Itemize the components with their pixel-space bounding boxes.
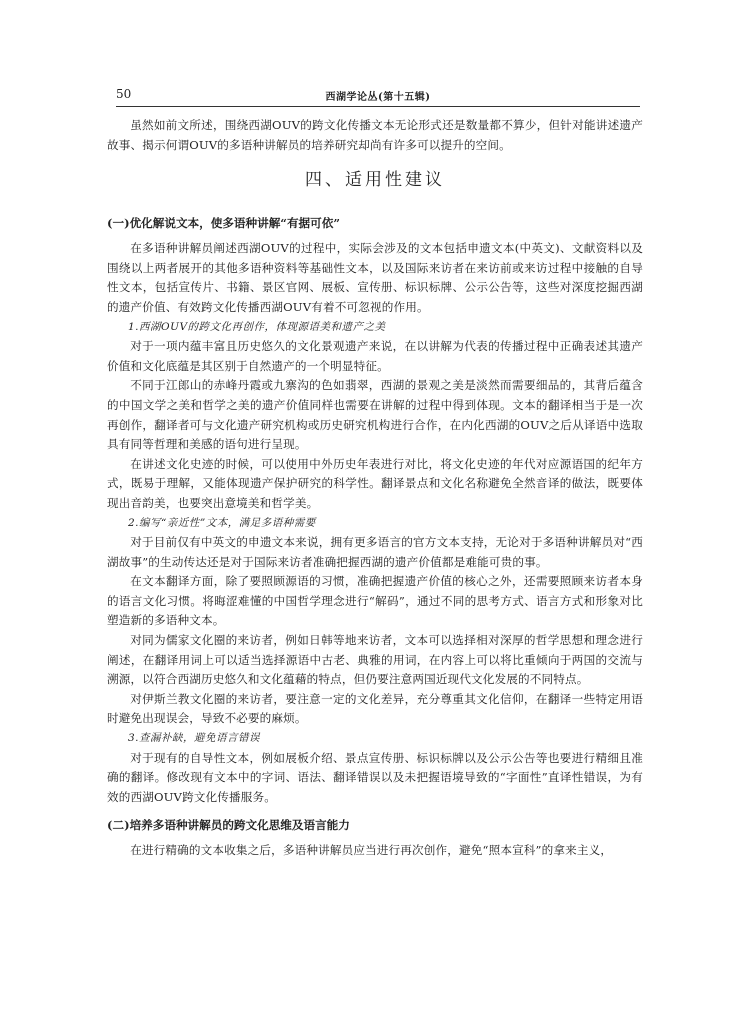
running-title: 西湖学论丛(第十五辑) [325,92,431,103]
paragraph: 在讲述文化史迹的时候，可以使用中外历史年表进行对比，将文化史迹的年代对应源语国的纪年方式，既易于理解，又能体现遗产保护研究的科学性。翻译景点和文化名称避免全然音译的做法，既要体现出音韵美，也要突出意境美和哲学美。 [107,456,643,510]
subsection-heading: (一)优化解说文本，使多语种讲解“有据可依” [107,216,340,231]
paragraph: 对伊斯兰教文化圈的来访者，要注意一定的文化差异，充分尊重其文化信仰，在翻译一些特定用语时避免出现误会，导致不必要的麻烦。 [107,691,643,726]
paragraph: 对于现有的自导性文本，例如展板介绍、景点宣传册、标识标牌以及公示公告等也要进行精细且准确的翻译。修改现有文本中的字词、语法、翻译错误以及未把握语境导致的“字面性”直译性错误，为有效的西湖OUV跨文化传播服务。 [107,750,643,804]
paragraph: 在文本翻译方面，除了要照顾源语的习惯，准确把握遗产价值的核心之外，还需要照顾来访者本身的语言文化习惯。将晦涩难懂的中国哲学理念进行“解码”，通过不同的思考方式、语言方式和形象对比塑造新的多语种文本。 [107,574,643,628]
section-title: 四、适用性建议 [305,170,445,191]
minor-heading: 2.编写“亲近性”文本，满足多语种需要 [128,516,316,529]
paragraph: 虽然如前文所述，围绕西湖OUV的跨文化传播文本无论形式还是数量都不算少，但针对能讲述遗产故事、揭示何谓OUV的多语种讲解员的培养研究却尚有许多可以提升的空间。 [107,118,643,152]
page-number: 50 [116,87,132,101]
paragraph: 对于一项内蕴丰富且历史悠久的文化景观遗产来说，在以讲解为代表的传播过程中正确表述其遗产价值和文化底蕴是其区别于自然遗产的一个明显特征。 [107,339,643,373]
page-body [107,116,643,861]
paragraph: 在多语种讲解员阐述西湖OUV的过程中，实际会涉及的文本包括申遗文本(中英文)、文献资料以及围绕以上两者展开的其他多语种资料等基础性文本，以及国际来访者在来访前或来访过程中接触的自导性文本，包括宣传片、书籍、景区官网、展板、宣传册、标识标牌、公示公告等，这些对深度挖掘西湖的遗产价值、有效跨文化传播西湖OUV有着不可忽视的作用。 [107,241,643,314]
paragraph: 对同为儒家文化圈的来访者，例如日韩等地来访者，文本可以选择相对深厚的哲学思想和理念进行阐述，在翻译用词上可以适当选择源语中古老、典雅的用词，在内容上可以将比重倾向于两国的交流与溯源，以符合西湖历史悠久和文化蕴藉的特点，但仍要注意两国近现代文化发展的不同特点。 [107,633,643,687]
subsection-heading: (二)培养多语种讲解员的跨文化思维及语言能力 [107,818,350,833]
running-header [116,84,640,107]
paragraph: 不同于江郎山的赤峰丹霞或九寨沟的色如翡翠，西湖的景观之美是淡然而需要细品的，其背后蕴含的中国文学之美和哲学之美的遗产价值同样也需要在讲解的过程中得到体现。文本的翻译相当于是一次再创作，翻译者可与文化遗产研究机构或历史研究机构进行合作，在内化西湖的OUV之后从译语中选取具有同等哲理和美感的语句进行呈现。 [107,378,643,452]
minor-heading: 1.西湖OUV的跨文化再创作，体现源语美和遗产之美 [128,320,386,333]
paragraph: 对于目前仅有中英文的申遗文本来说，拥有更多语言的官方文本支持，无论对于多语种讲解员对“西湖故事”的生动传达还是对于国际来访者准确把握西湖的遗产价值都是难能可贵的事。 [107,535,643,569]
paragraph: 在进行精确的文本收集之后，多语种讲解员应当进行再次创作，避免“照本宣科”的拿来主义， [130,843,613,858]
minor-heading: 3.查漏补缺，避免语言错误 [128,732,261,745]
